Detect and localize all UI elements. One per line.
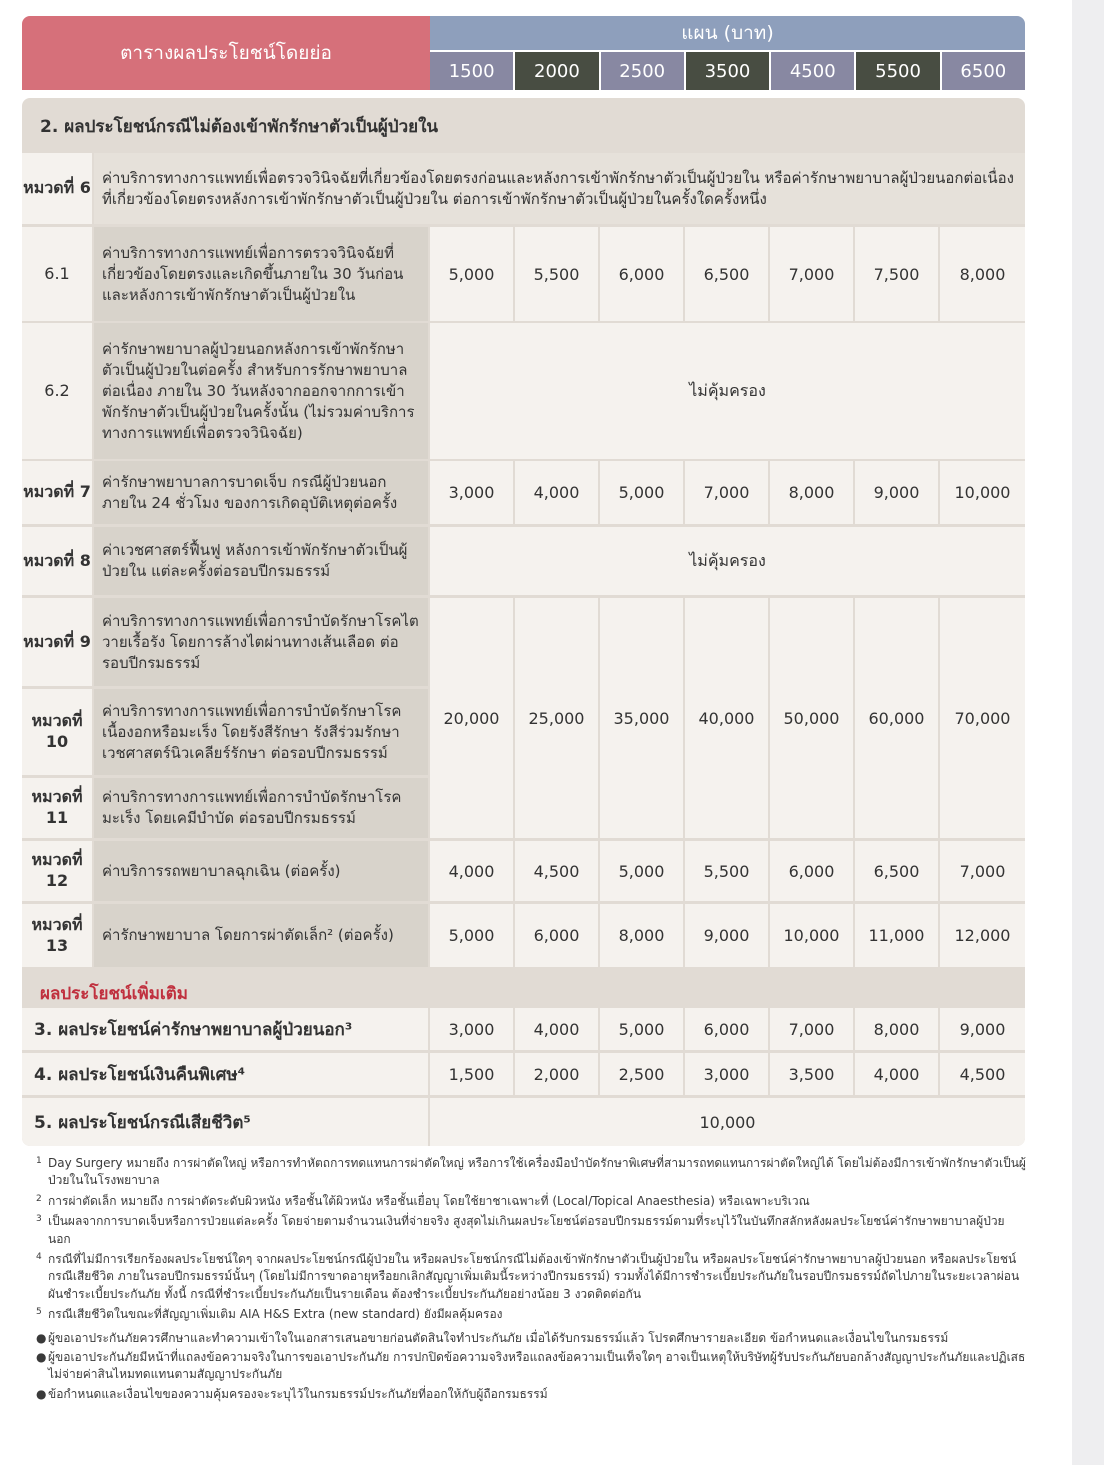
category-9-11-value: 20,000 xyxy=(430,598,513,838)
footnote-text: Day Surgery หมายถึง การผ่าตัดใหญ่ หรือการทำหัตถการทดแทนการผ่าตัดใหญ่ หรือการใช้เครื่องมือบำบัดรักษาพิเศษที่สามารถทดแทนการผ่าตัดใหญ่ได้ โดยไม่ต้องมีการเข้าพักรักษาตัวเป็นผู้ป่วยในในโรงพยาบาล xyxy=(48,1156,1026,1188)
category-13-value: 12,000 xyxy=(940,904,1025,967)
footnote xyxy=(36,1155,1026,1190)
row-6-1-category: 6.1 xyxy=(22,227,92,321)
row-6-1-value: 6,500 xyxy=(685,227,768,321)
plan-columns xyxy=(430,52,1025,90)
footnote xyxy=(36,1306,1026,1323)
category-8-not-covered: ไม่คุ้มครอง xyxy=(430,527,1025,595)
category-7-value: 3,000 xyxy=(430,461,513,524)
category-9-11-value: 40,000 xyxy=(685,598,768,838)
benefit-4-value: 1,500 xyxy=(430,1053,513,1095)
category-9-11-value: 35,000 xyxy=(600,598,683,838)
footnotes xyxy=(36,1155,1026,1405)
plan-col-3500: 3500 xyxy=(686,52,769,90)
list-item-text: ผู้ขอเอาประกันภัยควรศึกษาและทำความเข้าใจในเอกสารเสนอขายก่อนตัดสินใจทำประกันภัย เมื่อได้รับกรมธรรม์แล้ว โปรดศึกษารายละเอียด ข้อกำหนดและเงื่อนไขในกรมธรรม์ xyxy=(48,1330,949,1345)
category-6-label: หมวดที่ 6 xyxy=(22,153,92,224)
row-6-2-desc: ค่ารักษาพยาบาลผู้ป่วยนอกหลังการเข้าพักรักษาตัวเป็นผู้ป่วยในต่อครั้ง สำหรับการรักษาพยาบาลต่อเนื่อง ภายใน 30 วันหลังจากออกจากการเข้าพักรักษาตัวเป็นผู้ป่วยในครั้งนั้น (ไม่รวมค่าบริการทางการแพทย์เพื่อตรวจวินิจฉัย) xyxy=(94,323,428,459)
category-12-value: 5,000 xyxy=(600,841,683,901)
list-item xyxy=(36,1349,1026,1384)
benefit-3-value: 8,000 xyxy=(855,1008,938,1050)
category-10-desc: ค่าบริการทางการแพทย์เพื่อการบำบัดรักษาโรคเนื้องอกหรือมะเร็ง โดยรังสีรักษา รังสีร่วมรักษา เวชศาสตร์นิวเคลียร์รักษา ต่อรอบปีกรมธรรม์ xyxy=(94,689,428,775)
benefit-4-label: 4. ผลประโยชน์เงินคืนพิเศษ⁴ xyxy=(22,1053,428,1095)
list-item xyxy=(36,1386,1026,1403)
list-item-text: ผู้ขอเอาประกันภัยมีหน้าที่แถลงข้อความจริงในการขอเอาประกันภัย การปกปิดข้อความจริงหรือแถลงข้อความเป็นเท็จใดๆ อาจเป็นเหตุให้บริษัทผู้รับประกันภัยบอกล้างสัญญาประกันภัยและปฏิเสธไม่จ่ายค่าสินไหมทดแทนตามสัญญาประกันภัย xyxy=(48,1349,1026,1382)
category-9-desc: ค่าบริการทางการแพทย์เพื่อการบำบัดรักษาโรคไตวายเรื้อรัง โดยการล้างไตผ่านทางเส้นเลือด ต่อรอบปีกรมธรรม์ xyxy=(94,598,428,686)
footnote-mark: 3 xyxy=(36,1214,42,1225)
category-13-label: หมวดที่ 13 xyxy=(22,904,92,967)
section-2-title: 2. ผลประโยชน์กรณีไม่ต้องเข้าพักรักษาตัวเป็นผู้ป่วยใน xyxy=(40,117,439,137)
row-6-1-value: 6,000 xyxy=(600,227,683,321)
category-12-value: 4,000 xyxy=(430,841,513,901)
footnote xyxy=(36,1193,1026,1210)
category-11-label: หมวดที่ 11 xyxy=(22,778,92,838)
benefit-4-value: 4,500 xyxy=(940,1053,1025,1095)
category-7-label: หมวดที่ 7 xyxy=(22,461,92,524)
benefit-3-value: 9,000 xyxy=(940,1008,1025,1050)
benefit-5-value: 10,000 xyxy=(430,1098,1025,1146)
plan-col-2500: 2500 xyxy=(601,52,684,90)
footnote-mark: 4 xyxy=(36,1251,42,1262)
benefit-5-label: 5. ผลประโยชน์กรณีเสียชีวิต⁵ xyxy=(22,1098,428,1146)
plan-col-5500: 5500 xyxy=(856,52,939,90)
footnote-mark: 2 xyxy=(36,1193,42,1204)
footnote-mark: 1 xyxy=(36,1156,42,1166)
row-6-1-value: 7,500 xyxy=(855,227,938,321)
category-13-value: 9,000 xyxy=(685,904,768,967)
category-12-value: 7,000 xyxy=(940,841,1025,901)
category-12-desc: ค่าบริการรถพยาบาลฉุกเฉิน (ต่อครั้ง) xyxy=(94,841,428,901)
category-12-value: 6,500 xyxy=(855,841,938,901)
footnote-mark: 5 xyxy=(36,1307,42,1318)
category-7-value: 9,000 xyxy=(855,461,938,524)
bullet-icon: ● xyxy=(36,1386,47,1401)
benefit-3-value: 4,000 xyxy=(515,1008,598,1050)
category-9-11-value: 60,000 xyxy=(855,598,938,838)
category-10-label: หมวดที่ 10 xyxy=(22,689,92,775)
category-9-11-value: 70,000 xyxy=(940,598,1025,838)
category-7-value: 10,000 xyxy=(940,461,1025,524)
additional-benefits-title: ผลประโยชน์เพิ่มเติม xyxy=(40,984,188,1004)
category-12-label: หมวดที่ 12 xyxy=(22,841,92,901)
list-item-text: ข้อกำหนดและเงื่อนไขของความคุ้มครองจะระบุไว้ในกรมธรรม์ประกันภัยที่ออกให้กับผู้ถือกรมธรรม์ xyxy=(48,1386,548,1401)
category-13-value: 11,000 xyxy=(855,904,938,967)
category-7-value: 7,000 xyxy=(685,461,768,524)
row-6-1-value: 7,000 xyxy=(770,227,853,321)
category-13-value: 8,000 xyxy=(600,904,683,967)
benefit-3-value: 6,000 xyxy=(685,1008,768,1050)
footnote xyxy=(36,1251,1026,1303)
category-7-desc: ค่ารักษาพยาบาลการบาดเจ็บ กรณีผู้ป่วยนอกภายใน 24 ชั่วโมง ของการเกิดอุบัติเหตุต่อครั้ง xyxy=(94,461,428,524)
category-13-value: 5,000 xyxy=(430,904,513,967)
category-8-desc: ค่าเวชศาสตร์ฟื้นฟู หลังการเข้าพักรักษาตัวเป็นผู้ป่วยใน แต่ละครั้งต่อรอบปีกรมธรรม์ xyxy=(94,527,428,595)
benefit-4-value: 3,500 xyxy=(770,1053,853,1095)
list-item xyxy=(36,1330,1026,1347)
category-9-11-value: 50,000 xyxy=(770,598,853,838)
disclaimer-list xyxy=(36,1330,1026,1404)
plan-col-2000: 2000 xyxy=(515,52,598,90)
footnote-text: กรณีเสียชีวิตในขณะที่สัญญาเพิ่มเติม AIA H&S Extra (new standard) ยังมีผลคุ้มครอง xyxy=(48,1307,503,1322)
plan-col-6500: 6500 xyxy=(942,52,1025,90)
category-13-value: 10,000 xyxy=(770,904,853,967)
category-9-label: หมวดที่ 9 xyxy=(22,598,92,686)
category-12-value: 6,000 xyxy=(770,841,853,901)
bullet-icon: ● xyxy=(36,1330,47,1345)
category-11-desc: ค่าบริการทางการแพทย์เพื่อการบำบัดรักษาโรคมะเร็ง โดยเคมีบำบัด ต่อรอบปีกรมธรรม์ xyxy=(94,778,428,838)
benefit-4-value: 2,000 xyxy=(515,1053,598,1095)
row-6-1-value: 5,500 xyxy=(515,227,598,321)
category-7-value: 8,000 xyxy=(770,461,853,524)
category-13-value: 6,000 xyxy=(515,904,598,967)
row-6-1-value: 8,000 xyxy=(940,227,1025,321)
benefit-3-value: 7,000 xyxy=(770,1008,853,1050)
category-9-11-value: 25,000 xyxy=(515,598,598,838)
category-6-desc: ค่าบริการทางการแพทย์เพื่อตรวจวินิจฉัยที่เกี่ยวข้องโดยตรงก่อนและหลังการเข้าพักรักษาตัวเป็นผู้ป่วยใน หรือค่ารักษาพยาบาลผู้ป่วยนอกต่อเนื่องที่เกี่ยวข้องโดยตรงหลังการเข้าพักรักษาตัวเป็นผู้ป่วยใน ต่อการเข้าพักรักษาตัวเป็นผู้ป่วยในครั้งใดครั้งหนึ่ง xyxy=(94,153,1025,224)
footnote-text: กรณีที่ไม่มีการเรียกร้องผลประโยชน์ใดๆ จากผลประโยชน์กรณีผู้ป่วยใน หรือผลประโยชน์กรณีไม่ต้องเข้าพักรักษาตัวเป็นผู้ป่วยใน หรือผลประโยชน์ค่ารักษาพยาบาลผู้ป่วยนอก หรือผลประโยชน์กรณีเสียชีวิต ภายในรอบปีกรมธรรม์นั้นๆ (โดยไม่มีการขาดอายุหรือยกเลิกสัญญาเพิ่มเติมนี้ระหว่างปีกรมธรรม์) รวมทั้งได้มีการชำระเบี้ยประกันภัยในรอบปีกรมธรรม์ถัดไปภายในระยะเวลาผ่อนผันชำระเบี้ยประกันภัย ทั้งนี้ กรณีที่ชำระเบี้ยประกันภัยเป็นรายเดือน ต้องชำระเบี้ยประกันภัยอย่างน้อย 3 งวดติดต่อกัน xyxy=(48,1251,1020,1301)
page-scroll-gutter xyxy=(1072,0,1104,1465)
footnote-text: เป็นผลจากการบาดเจ็บหรือการป่วยแต่ละครั้ง โดยจ่ายตามจำนวนเงินที่จ่ายจริง สูงสุดไม่เกินผลประโยชน์ต่อรอบปีกรมธรรม์ตามที่ระบุไว้ในบันทึกสลักหลังผลประโยชน์ค่ารักษาพยาบาลผู้ป่วยนอก xyxy=(48,1214,1005,1246)
benefit-3-label: 3. ผลประโยชน์ค่ารักษาพยาบาลผู้ป่วยนอก³ xyxy=(22,1008,428,1050)
row-6-2-category: 6.2 xyxy=(22,323,92,459)
category-7-value: 4,000 xyxy=(515,461,598,524)
row-6-1-desc: ค่าบริการทางการแพทย์เพื่อการตรวจวินิจฉัยที่เกี่ยวข้องโดยตรงและเกิดขึ้นภายใน 30 วันก่อนและหลังการเข้าพักรักษาตัวเป็นผู้ป่วยใน xyxy=(94,227,428,321)
row-6-1-value: 5,000 xyxy=(430,227,513,321)
footnote-text: การผ่าตัดเล็ก หมายถึง การผ่าตัดระดับผิวหนัง หรือชั้นใต้ผิวหนัง หรือชั้นเยื่อบุ โดยใช้ยาชาเฉพาะที่ (Local/Topical Anaesthesia) หรือเฉพาะบริเวณ xyxy=(48,1193,810,1208)
category-12-value: 5,500 xyxy=(685,841,768,901)
category-8-label: หมวดที่ 8 xyxy=(22,527,92,595)
row-6-2-not-covered: ไม่คุ้มครอง xyxy=(430,323,1025,459)
plan-col-1500: 1500 xyxy=(430,52,513,90)
footnote xyxy=(36,1213,1026,1248)
benefit-4-value: 4,000 xyxy=(855,1053,938,1095)
plan-col-4500: 4500 xyxy=(771,52,854,90)
category-13-desc: ค่ารักษาพยาบาล โดยการผ่าตัดเล็ก² (ต่อครั้ง) xyxy=(94,904,428,967)
category-12-value: 4,500 xyxy=(515,841,598,901)
table-title: ตารางผลประโยชน์โดยย่อ xyxy=(22,16,430,90)
benefit-3-value: 5,000 xyxy=(600,1008,683,1050)
benefit-4-value: 3,000 xyxy=(685,1053,768,1095)
plan-header: แผน (บาท) xyxy=(430,16,1025,50)
benefit-4-value: 2,500 xyxy=(600,1053,683,1095)
bullet-icon: ● xyxy=(36,1349,47,1364)
category-7-value: 5,000 xyxy=(600,461,683,524)
benefit-3-value: 3,000 xyxy=(430,1008,513,1050)
